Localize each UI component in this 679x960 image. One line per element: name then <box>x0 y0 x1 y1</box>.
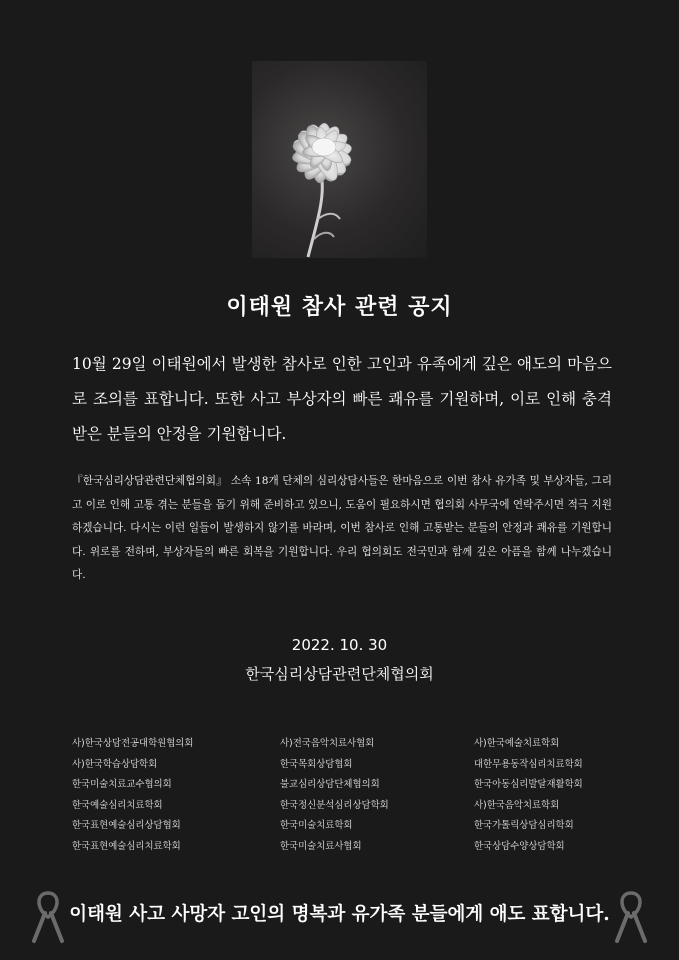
chrysanthemum-photo <box>252 61 427 258</box>
member-column-3 <box>474 734 583 857</box>
member-item: 한국예술심리치료학회 <box>72 799 163 811</box>
notice-lead-paragraph: 10월 29일 이태원에서 발생한 참사로 인한 고인과 유족에게 깊은 애도의 마음으로 조의를 표합니다. 또한 사고 부상자의 빠른 쾌유를 기원하며, 이로 인해 충격받은 분들의 안정을 기원합니다. <box>72 355 612 443</box>
member-item: 한국상담수양상담학회 <box>474 840 565 852</box>
notice-body-paragraph: 『한국심리상담관련단체협의회』 소속 18개 단체의 심리상담사들은 한마음으로 이번 참사 유가족 및 부상자들, 그리고 이로 인해 고통 겪는 분들을 돕기 위해 준비하고 있으니, 도움이 필요하시면 협의회 사무국에 연락주시면 적극 지원하겠습니다. 다시는 이런 일들이 발생하지 않기를 바라며, 이번 참사로 인해 고통받는 분들의 안정과 쾌유를 기원합니다. 위로를 전하며, 부상자들의 빠른 회복을 기원합니다. 우리 협의회도 전국민과 함께 깊은 아픔을 함께 나누겠습니다. <box>72 475 612 581</box>
member-item: 불교심리상담단체협의회 <box>280 779 380 790</box>
notice-title: 이태원 참사 관련 공지 <box>226 294 453 320</box>
member-item: 한국표현예술심리상담협회 <box>72 820 181 831</box>
member-column-2 <box>280 734 389 857</box>
member-item: 한국가톨릭상담심리학회 <box>474 820 574 831</box>
member-item: 사)한국예술치료학회 <box>474 738 560 749</box>
condolence-footer-text: 이태원 사고 사망자 고인의 명복과 유가족 분들에게 애도 표합니다. <box>69 904 610 925</box>
member-item: 사)한국음악치료학회 <box>474 799 560 811</box>
member-item: 한국목회상담협회 <box>280 758 353 770</box>
member-column-1 <box>72 734 193 857</box>
member-item: 사)한국상담전공대학원협의회 <box>72 738 194 749</box>
member-item: 한국미술치료사협회 <box>280 840 362 852</box>
member-item: 사)한국학습상담학회 <box>72 758 158 770</box>
chrysanthemum-icon <box>252 61 427 258</box>
member-item: 한국미술치료교수협의회 <box>72 779 172 790</box>
organization-name: 한국심리상담관련단체협의회 <box>245 665 434 683</box>
member-item: 사)전국음악치료사협회 <box>280 738 375 749</box>
member-item: 한국표현예술심리치료학회 <box>72 840 181 852</box>
member-item: 한국미술치료학회 <box>280 820 353 831</box>
mourning-ribbon-icon <box>613 889 649 945</box>
notice-date: 2022. 10. 30 <box>291 636 388 654</box>
member-item: 한국아동심리발달재활학회 <box>474 779 583 790</box>
member-item: 한국정신분석심리상담학회 <box>280 799 389 811</box>
member-item: 대한무용동작심리치료학회 <box>474 758 583 770</box>
